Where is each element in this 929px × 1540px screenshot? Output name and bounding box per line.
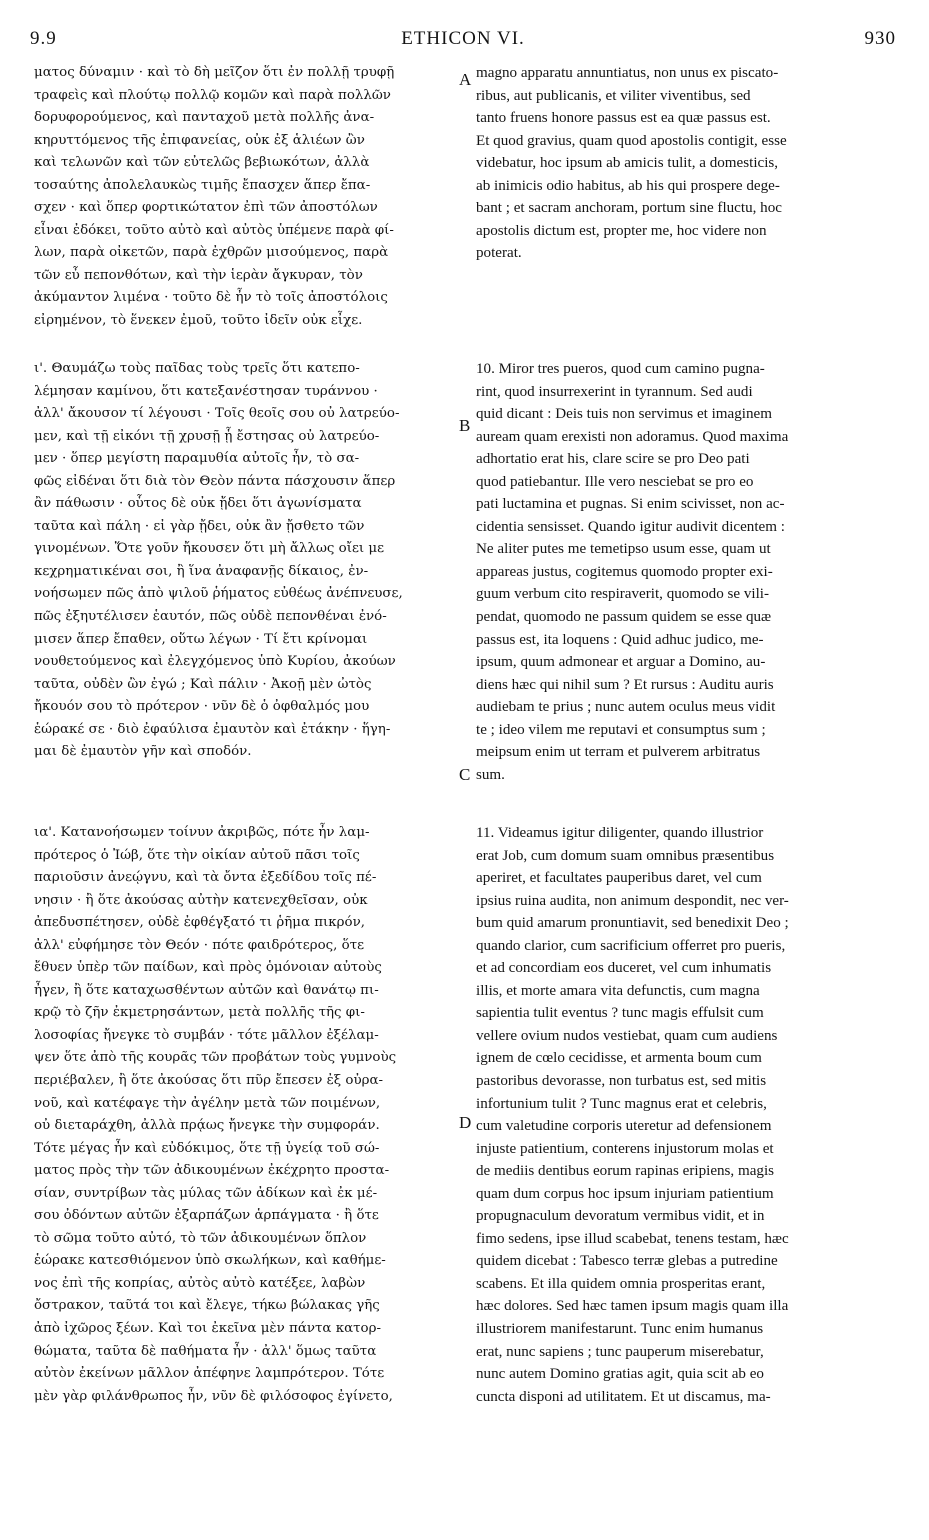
margin-letter-c: C — [459, 765, 471, 784]
margin-letter-a: A — [459, 70, 472, 89]
running-title: ETHICON VI. — [401, 28, 525, 49]
latin-paragraph-3: 11. Videamus igitur diligenter, quando illustrior erat Job, cum domum suam omnibus præsentibus aperiret, et facultates pauperibus daret, vel cum ipsius ruina audita, non animum despondit, nec ver- bum quid amarum pronuntiavit, sed benedixit Deo ; quando clarior, cum sacrificium offerret pro pueris, et ad concordiam eos duceret, vel cum inhumatis illis, et morte amara vita defunctis, cum magna sapientia tulit eventus ? tunc magis effulsit cum vellere ovium nudos vestiebat, quam cum audiens ignem de cœlo cecidisse, et armenta boum cum pastoribus devorasse, non turbatus est, sed mitis infortunium tulit ? Tunc magnus erat et celebris, cum valetudine corporis uteretur ad defensionem injuste patientium, conterens injustorum molas et de mediis dentibus eorum rapinas eripiens, magis quam dum corpus hoc ipsum injuriam patientium propugnaculum devoratum vermibus vidit, et in fimo sedens, ipse illud scabebat, tenens testam, hæc quidem dicebat : Tabesco terræ glebas a putredine scabens. Et illa quidem omnia prosperitas erant, hæc dolores. Sed hæc tamen ipsum magis quam illa illustriorem manifestarunt. Tunc enim humanus erat, nunc sapiens ; tunc pauperum miserebatur, nunc autem Domino gratias agit, quia scit ab eo cuncta disponi ad utilitatem. Et ut discamus, ma- — [476, 825, 789, 1405]
greek-paragraph-1: ματος δύναμιν · καὶ τὸ δὴ μεῖζον ὅτι ἐν πολλῇ τρυφῇ τραφεὶς καὶ πλούτῳ πολλῷ κομῶν καὶ παρὰ πολλῶν δορυφορούμενος, καὶ πανταχοῦ μετὰ πολλῆς ἀνα- κηρυττόμενος τῆς ἐπιφανείας, οὐκ ἐξ ἁλιέων ὢν καὶ τελωνῶν καὶ τῶν εὐτελῶς βεβιωκότων, ἀλλὰ τοσαύτης ἀπολελαυκὼς τιμῆς ἔπασχεν ἅπερ ἔπα- σχεν · καὶ ὅπερ φορτικώτατον ἐπὶ τῶν ἀποστόλων εἶναι ἐδόκει, τοῦτο αὐτὸ καὶ αὐτὸς ὑπέμενε παρὰ φί- λων, παρὰ οἰκετῶν, παρὰ ἐχθρῶν μισούμενος, παρὰ τῶν εὖ πεπονθότων, καὶ τὴν ἱερὰν ἄγκυραν, τὸν ἀκύμαντον λιμένα · τοῦτο δὲ ἦν τὸ τοῖς ἀποστόλοις εἰρημένον, τὸ ἕνεκεν ἐμοῦ, τοῦτο ἰδεῖν οὐκ εἶχε. — [34, 65, 395, 329]
page-number-left: 9.9 — [30, 28, 57, 49]
greek-paragraph-3: ια'. Κατανοήσωμεν τοίνυν ἀκριβῶς, πότε ἦν λαμ- πρότερος ὁ Ἰώβ, ὅτε τὴν οἰκίαν αὐτοῦ πᾶσι τοῖς παριοῦσιν ἀνεῴγνυ, καὶ τὰ ὄντα ἐξεδίδου τοῖς πέ- νησιν · ἢ ὅτε ἀκούσας αὐτὴν κατενεχθεῖσαν, οὐκ ἀπεδυσπέτησεν, οὐδὲ ἐφθέγξατό τι ῥῆμα πικρόν, ἀλλ' εὐφήμησε τὸν Θεόν · πότε φαιδρότερος, ὅτε ἔθυεν ὑπὲρ τῶν παίδων, καὶ πρὸς ὁμόνοιαν αὐτοὺς ἦγεν, ἢ ὅτε καταχωσθέντων αὐτῶν καὶ θανάτῳ πι- κρῷ τὸ ζῆν ἐκμετρησάντων, μετὰ πολλῆς τῆς φι- λοσοφίας ἤνεγκε τὸ συμβάν · τότε μᾶλλον ἐξέλαμ- ψεν ὅτε ἀπὸ τῆς κουρᾶς τῶν προβάτων τοὺς γυμνοὺς περιέβαλεν, ἢ ὅτε ἀκούσας ὅτι πῦρ ἔπεσεν ἐξ οὐρα- νοῦ, καὶ κατέφαγε τὴν ἀγέλην μετὰ τῶν ποιμένων, οὐ διεταράχθη, ἀλλὰ πρᾴως ἤνεγκε τὴν συμφοράν. Τότε μέγας ἦν καὶ εὐδόκιμος, ὅτε τῇ ὑγείᾳ τοῦ σώ- ματος πρὸς τὴν τῶν ἀδικουμένων ἐκέχρητο προστα- σίαν, συντρίβων τὰς μύλας τῶν ἀδίκων καὶ ἐκ μέ- σου ὀδόντων αὐτῶν ἐξαρπάζων ἁρπάγματα · ἢ ὅτε τὸ σῶμα τοῦτο αὐτό, τὸ τῶν ἀδικουμένων ὅπλον ἑώρακε κατεσθιόμενον ὑπὸ σκωλήκων, καὶ καθήμε- νος ἐπὶ τῆς κοπρίας, αὐτὸς αὐτὸ κατέξεε, λαβὼν ὄστρακον, ταῦτά τοι καὶ ἔλεγε, τήκω βώλακας γῆς ἀπὸ ἰχῶρος ξέων. Καὶ τοι ἐκεῖνα μὲν πάντα κατορ- θώματα, ταῦτα δὲ παθήματα ἦν · ἀλλ' ὅμως ταῦτα αὐτὸν ἐκείνων μᾶλλον ἀπέφηνε λαμπρότερον. Τότε μὲν γὰρ φιλάνθρωπος ἦν, νῦν δὲ φιλόσοφος ἐγίνετο, — [34, 825, 397, 1404]
margin-letter-d: D — [459, 1113, 472, 1132]
greek-paragraph-2: ι'. Θαυμάζω τοὺς παῖδας τοὺς τρεῖς ὅτι κατεπο- λέμησαν καμίνου, ὅτι κατεξανέστησαν τυράννου · ἀλλ' ἄκουσον τί λέγουσι · Τοῖς θεοῖς σου οὐ λατρεύο- μεν, καὶ τῇ εἰκόνι τῇ χρυσῇ ᾗ ἔστησας οὐ λατρεύο- μεν · ὅπερ μεγίστη παραμυθία αὐτοῖς ἦν, τὸ σα- φῶς εἰδέναι ὅτι διὰ τὸν Θεὸν πάντα πάσχουσιν ἅπερ ἂν πάθωσιν · οὗτος δὲ οὐκ ᾔδει ὅτι ἀγωνίσματα ταῦτα καὶ πάλη · εἰ γὰρ ᾔδει, οὐκ ἂν ᾔσθετο τῶν γινομένων. Ὅτε γοῦν ἤκουσεν ὅτι μὴ ἄλλως οἴει με κεχρηματικέναι σοι, ἢ ἵνα ἀναφανῇς δίκαιος, ἐν- νοήσωμεν πῶς ἀπὸ ψιλοῦ ῥήματος εὐθέως ἀνέπνευσε, πῶς ἐξηυτέλισεν ἑαυτόν, πῶς οὐδὲ πεπονθέναι ἐνό- μισεν ἅπερ ἔπαθεν, οὕτω λέγων · Τί ἔτι κρίνομαι νουθετούμενος καὶ ἐλεγχόμενος ὑπὸ Κυρίου, ἀκούων ταῦτα, οὐδὲν ὢν ἐγώ ; Καὶ πάλιν · Ἀκοῇ μὲν ὠτὸς ἤκουόν σου τὸ πρότερον · νῦν δὲ ὁ ὀφθαλμός μου ἑώρακέ σε · διὸ ἐφαύλισα ἐμαυτὸν καὶ ἐτάκην · ἥγη- μαι δὲ ἐμαυτὸν γῆν καὶ σποδόν. — [34, 361, 403, 760]
latin-paragraph-2: 10. Miror tres pueros, quod cum camino pugna- rint, quod insurrexerint in tyrannum. Sed audi quid dicant : Deis tuis non servimus et imaginem auream quam erexisti non adoramus. Quod maxima adhortatio erat his, clare scire se pro Deo pati quod patiebantur. Ille vero nesciebat se pro eo pati luctamina et pugnas. Si enim scivisset, non ac- cidentia sensisset. Quando igitur audivit dicentem : Ne aliter putes me temetipso usum esse, quam ut appareas justus, cogitemus quomodo propter exi- guum verbum cito respiraverit, quomodo se vili- pendat, quomodo ne passum quidem se esse quæ passus est, ita loquens : Quid adhuc judico, me- ipsum, quum admonear et arguar a Domino, au- diens hæc qui nihil sum ? Et rursus : Auditu auris audiebam te prius ; nunc autem oculus meus vidit te ; ideo vilem me reputavi et consumptus sum ; meipsum enim ut terram et pulverem arbitratus sum. — [476, 361, 789, 783]
greek-column — [34, 0, 458, 1404]
page-number-right: 930 — [864, 28, 896, 49]
latin-paragraph-1: magno apparatu annuntiatus, non unus ex piscato- ribus, aut publicanis, et viliter viventibus, sed tanto fruens honore passus est ea quæ passus est. Et quod gravius, quam quod apostolis contigit, esse videbatur, hoc ipsum ab amicis tulit, a domesticis, ab inimicis odio habitus, ab his qui prospere dege- bant ; et sacram anchoram, portum sine fluctu, hoc apostolis dictum est, propter me, hoc videre non poterat. — [476, 65, 787, 262]
latin-column — [476, 0, 900, 1405]
margin-letter-b: B — [459, 416, 471, 435]
